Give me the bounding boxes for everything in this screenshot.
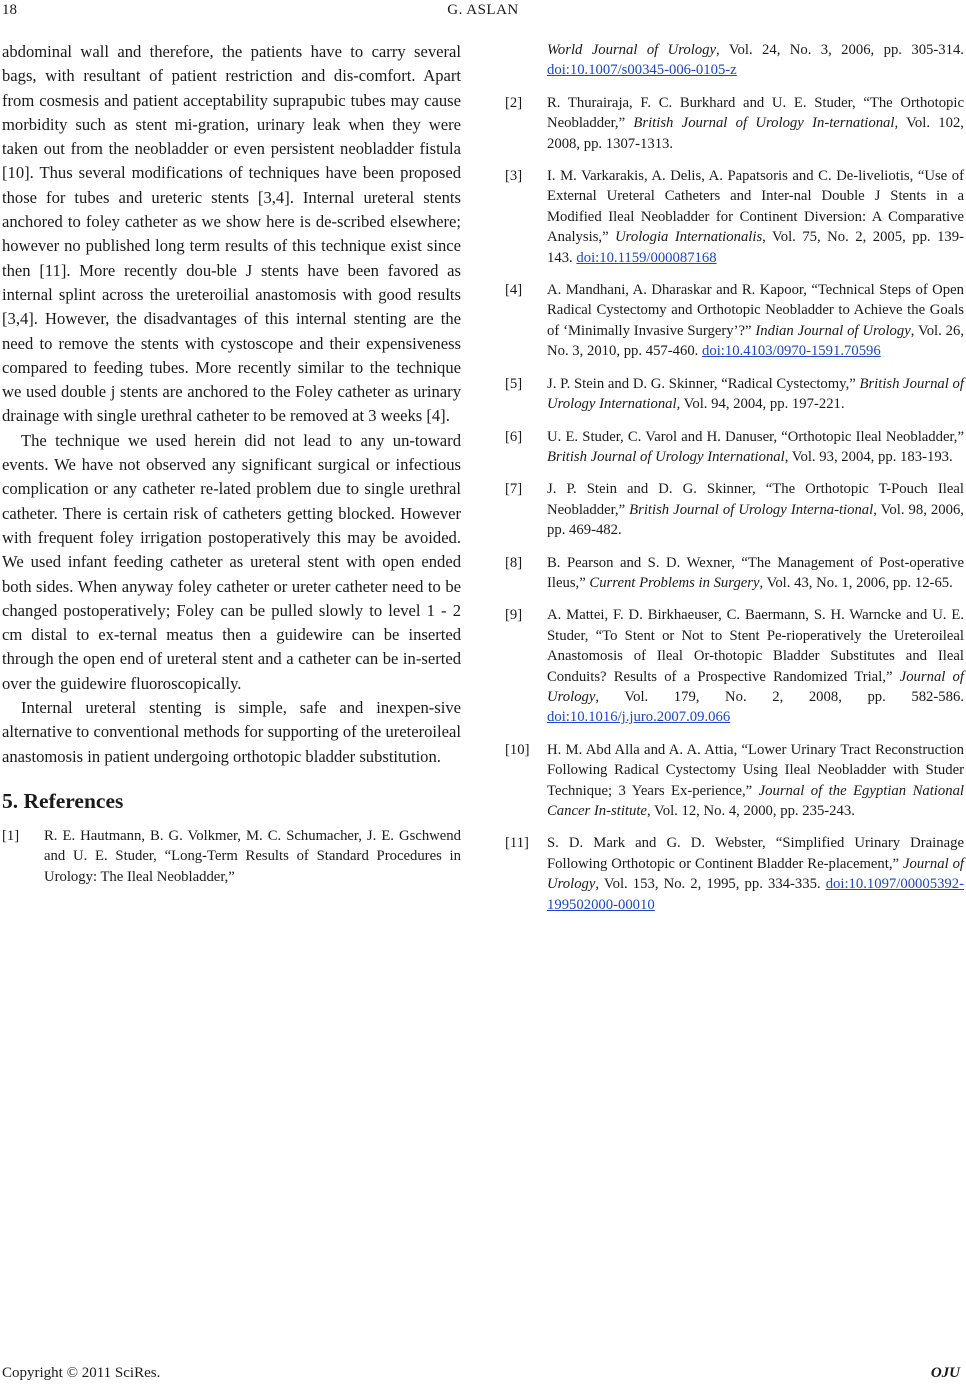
reference-details: , Vol. 153, No. 2, 1995, pp. 334-335. (595, 876, 826, 893)
reference-item (505, 93, 964, 154)
reference-item (2, 826, 461, 887)
reference-authors-title: J. P. Stein and D. G. Skinner, “Radical Cystectomy,” (547, 375, 860, 392)
footer-journal-abbrev: OJU (930, 1365, 960, 1381)
reference-item (505, 553, 964, 594)
reference-item (505, 280, 964, 362)
reference-item (505, 479, 964, 540)
reference-details: , Vol. 93, 2004, pp. 183-193. (784, 448, 953, 465)
reference-journal: British Journal of Urology International (547, 375, 964, 413)
reference-number: [9] (505, 607, 523, 624)
reference-text (547, 835, 964, 912)
reference-authors-title: J. P. Stein and D. G. Skinner, “The Orthotopic T-Pouch Ileal Neobladder,” (547, 481, 964, 518)
reference-text (547, 429, 964, 465)
reference-journal: World Journal of Urology (547, 42, 717, 58)
footer-copyright: Copyright © 2011 SciRes. (2, 1365, 161, 1381)
reference-text (547, 481, 964, 538)
page-number: 18 (2, 2, 17, 18)
reference-doi-link[interactable]: doi:10.4103/0970-1591.70596 (702, 343, 881, 360)
reference-number: [1] (2, 827, 20, 844)
reference-details: , Vol. 179, No. 2, 2008, pp. 582-586. (595, 688, 964, 705)
reference-item (505, 833, 964, 915)
reference-details: , Vol. 24, No. 3, 2006, pp. 305-314. (716, 42, 964, 58)
reference-details: , Vol. 102, 2008, pp. 1307-1313. (547, 115, 964, 152)
reference-details: , Vol. 43, No. 1, 2006, pp. 12-65. (759, 574, 953, 591)
reference-text (547, 555, 964, 591)
running-head: G. ASLAN (447, 2, 519, 18)
reference-number: [7] (505, 481, 523, 498)
right-column (505, 40, 964, 927)
reference-journal: Urologia Internationalis (615, 229, 763, 246)
reference-doi-link[interactable]: doi:10.1016/j.juro.2007.09.066 (547, 709, 731, 726)
reference-doi-link[interactable]: doi:10.1097/00005392-199502000-00010 (547, 876, 964, 913)
reference-number: [6] (505, 428, 523, 445)
reference-text (547, 607, 964, 725)
reference-journal: Indian Journal of Urology (755, 322, 911, 339)
reference-number: [4] (505, 282, 523, 299)
reference-item (505, 427, 964, 468)
reference-authors-title: R. E. Hautmann, B. G. Volkmer, M. C. Schumacher, J. E. Gschwend and U. E. Studer, “Long-Term Results of Standard Procedures in Urology: The Ileal Neobladder,” (44, 827, 461, 885)
reference-item (505, 740, 964, 822)
reference-authors-title: A. Mandhani, A. Dharaskar and R. Kapoor, “Technical Steps of Open Radical Cystectomy and Orthotopic Neobladder to Achieve the Goals of ‘Minimally Invasive Surgery’?” (547, 282, 964, 339)
left-column (2, 40, 461, 887)
reference-number: [2] (505, 94, 523, 111)
reference-number: [8] (505, 554, 523, 571)
reference-continuation (505, 40, 964, 81)
reference-item (505, 605, 964, 727)
reference-authors-title: I. M. Varkarakis, A. Delis, A. Papatsoris and C. De-liveliotis, “Use of External Ureteral Catheters and Inter-nal Double J Stents in a Modified Ileal Neobladder for Continent Diversion: A Comparative Analysis,” (547, 168, 964, 246)
reference-number: [3] (505, 168, 523, 185)
body-paragraph-3: Internal ureteral stenting is simple, safe and inexpen-sive alternative to conventional methods for supporting of the ureteroileal anastomosis in patient undergoing orthotopic bladder substitution. (2, 698, 461, 766)
reference-details: , Vol. 98, 2006, pp. 469-482. (547, 501, 964, 539)
reference-item (505, 166, 964, 268)
reference-number: [5] (505, 375, 523, 392)
reference-authors-title: R. Thurairaja, F. C. Burkhard and U. E. Studer, “The Orthotopic Neobladder,” (547, 94, 964, 132)
reference-text (547, 282, 964, 359)
reference-authors-title: A. Mattei, F. D. Birkhaeuser, C. Baermann, S. H. Warncke and U. E. Studer, “To Stent or Not to Stent Pe-rioperatively the Ureteroileal Anastomosis of Ileal Or-thotopic Bladder Substitutes and Ileal Conduits? Results of a Prospective Randomized Trial,” (547, 607, 964, 685)
reference-text (547, 742, 964, 819)
reference-journal: British Journal of Urology In-ternational (633, 115, 895, 132)
reference-journal: Current Problems in Surgery (589, 574, 760, 591)
reference-number: [11] (505, 835, 529, 852)
reference-doi-link[interactable]: doi:10.1007/s00345-006-0105-z (547, 62, 737, 79)
reference-details: , Vol. 12, No. 4, 2000, pp. 235-243. (646, 803, 855, 819)
section-title-references: 5. References (2, 788, 124, 813)
reference-authors-title: B. Pearson and S. D. Wexner, “The Management of Post-operative Ileus,” (547, 554, 964, 591)
reference-doi-link[interactable]: doi:10.1159/000087168 (576, 249, 717, 266)
reference-authors-title: H. M. Abd Alla and A. A. Attia, “Lower Urinary Tract Reconstruction Following Radical Cystectomy Using Ileal Neobladder with Studer Technique; 3 Years Ex-perience,” (547, 741, 964, 799)
body-paragraph-1: abdominal wall and therefore, the patients have to carry several bags, with resultant of patient restriction and dis-comfort. Apart from cosmesis and patient acceptability suprapubic tubes may cause morbidity such as stent mi-gration, urinary leak when they were taken out from the neobladder or even persistent neobladder fistula [10]. Thus several modifications of techniques have been proposed those for tubes and ureteric stents [3,4]. Internal ureteral stents anchored to foley catheter as we show here is de-scribed elsewhere; however no published long term results of this technique exist since then [11]. More recently dou-ble J stents have been favored as internal splint across the ureteroilial anastomosis with good results [3,4]. However, the disadvantages of this internal stenting are the need to remove the stents with cystoscope and their expensiveness compared to feeding tubes. More recently similar to the technique we used double j stents are anchored to the Foley catheter as urinary drainage with single urethral catheter to be removed at 3 weeks [4]. (2, 42, 461, 426)
reference-journal: British Journal of Urology International (547, 448, 785, 465)
reference-text (547, 376, 964, 412)
reference-text (547, 95, 964, 152)
reference-number: [10] (505, 741, 530, 758)
reference-journal: Journal of Urology (547, 855, 964, 893)
reference-text (547, 168, 964, 266)
reference-journal: Journal of the Egyptian National Cancer In-stitute (547, 782, 964, 819)
reference-item (505, 374, 964, 415)
reference-details: , Vol. 75, No. 2, 2005, pp. 139-143. (547, 229, 964, 266)
reference-authors-title: U. E. Studer, C. Varol and H. Danuser, “Orthotopic Ileal Neobladder,” (547, 428, 964, 445)
reference-details: , Vol. 94, 2004, pp. 197-221. (676, 396, 845, 413)
reference-list (505, 93, 964, 915)
reference-details: , Vol. 26, No. 3, 2010, pp. 457-460. (547, 322, 965, 360)
reference-authors-title: S. D. Mark and G. D. Webster, “Simplified Urinary Drainage Following Orthotopic or Continent Bladder Re-placement,” (547, 835, 964, 872)
reference-journal: British Journal of Urology Interna-tional (629, 501, 874, 518)
body-paragraph-2: The technique we used herein did not lead to any un-toward events. We have not observed any significant surgical or infectious complication or any catheter re-lated problem due to single urethral catheter. There is certain risk of catheters getting blocked. However with frequent foley irrigation postoperatively this may be avoided. We used infant feeding catheter as ureteral stent with open ended both sides. When anyway foley catheter or ureter catheter need to be changed postoperatively; Foley can be pulled slowly to level 1 - 2 cm distal to ex-ternal meatus then a guidewire can be inserted through the open end of ureteral stent and a catheter can be in-serted over the guidewire fluoroscopically. (2, 430, 461, 693)
reference-journal: Journal of Urology (547, 668, 964, 705)
